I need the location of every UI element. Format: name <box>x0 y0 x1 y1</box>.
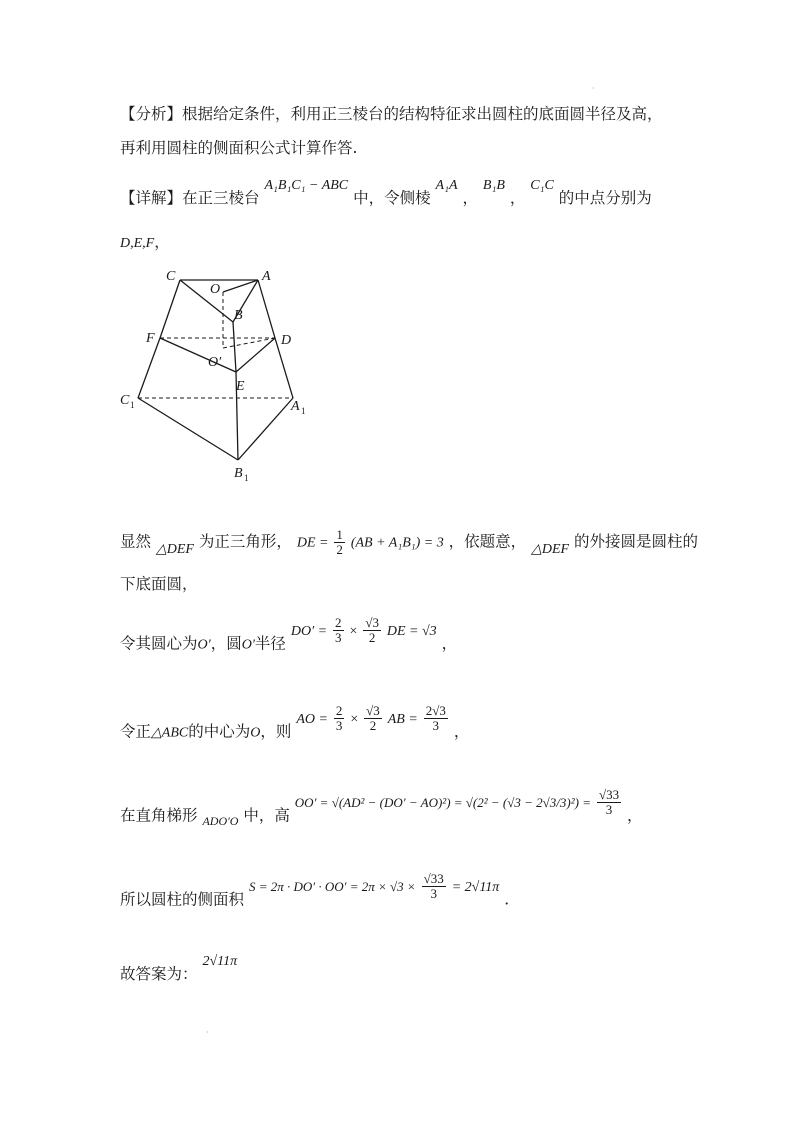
center-o-prime: O′ <box>197 637 211 653</box>
step1-text-5: 下底面圆， <box>120 575 198 593</box>
step1-line-1 <box>120 528 698 557</box>
f2-num-b: √3 <box>366 703 380 718</box>
step3-text-3: ，则 <box>260 722 292 741</box>
f-num-33: √33 <box>598 787 620 802</box>
f-den-3: 3 <box>605 802 613 817</box>
answer-label: 故答案为： <box>120 965 198 983</box>
edge-BE <box>233 322 236 372</box>
frac-sqrt33-3-b <box>422 872 446 901</box>
label-A: A <box>262 269 271 284</box>
detail-line-2 <box>120 230 170 252</box>
label-E: E <box>236 379 245 394</box>
de-eq-left: DE = <box>296 535 329 551</box>
label-O: O <box>210 282 221 297</box>
frac-num: 1 <box>336 527 343 542</box>
f2-den: 2 <box>368 630 376 645</box>
step3-text-2: 的中心为 <box>188 722 251 741</box>
ao-eq: AO = <box>296 711 328 727</box>
f-num-33-b: √33 <box>423 871 444 886</box>
label-F: F <box>146 331 155 346</box>
detail-bracket: 【详解】 <box>120 189 183 207</box>
center-o: O <box>250 725 261 741</box>
label-O-prime: O′ <box>208 355 222 370</box>
frustum-figure <box>110 262 310 492</box>
frac-sqrt3-2-b <box>364 704 382 733</box>
frac-sqrt3-2 <box>363 616 381 645</box>
step1-text-4: 的外接圆是圆柱的 <box>574 532 699 551</box>
circle-o-prime: O′ <box>241 637 255 653</box>
step4-text-1: 在直角梯形 <box>120 806 198 825</box>
midpoints: D,E,F <box>120 236 155 251</box>
f2-num: √3 <box>365 615 379 630</box>
step4-line <box>120 787 643 831</box>
step2-text-3: 半径 <box>254 634 286 653</box>
frac-den: 2 <box>336 542 343 557</box>
label-D: D <box>281 333 292 348</box>
step1-text-1: 显然 <box>120 532 152 551</box>
oo-eq: OO′ = √(AD² − (DO′ − AO)²) = √(2² − (√3 − 2√3/3)²) = <box>294 794 591 810</box>
edge-AD <box>258 280 275 338</box>
frac-2-3-b <box>334 704 345 733</box>
f3-den: 3 <box>432 718 440 733</box>
f1-den-b: 3 <box>335 718 343 733</box>
edge-FE <box>160 338 236 372</box>
detail-text-1: 在正三棱台 <box>182 189 260 207</box>
step1-text-3: ，依题意， <box>448 532 527 551</box>
comma-1: ， <box>462 189 478 207</box>
detail-text-3: 的中点分别为 <box>558 189 652 207</box>
frac-sqrt33-3 <box>597 788 621 817</box>
edge-FC1 <box>138 338 160 398</box>
step2-text-2: ，圆 <box>210 634 242 653</box>
edge-a1a: A₁A <box>435 178 458 193</box>
label-B: B <box>234 308 243 323</box>
f2-den-b: 2 <box>369 718 377 733</box>
label-B1-sub: 1 <box>244 473 249 483</box>
triangle-abc: △ABC <box>151 725 189 741</box>
frac-2sqrt3-3 <box>424 704 448 733</box>
label-C: C <box>166 269 176 284</box>
edge-OA <box>223 280 258 292</box>
do-eq-result: DE = √3 <box>386 623 437 639</box>
trapezoid-name: ADO′O <box>202 813 239 828</box>
triangle-def-2: △DEF <box>531 541 570 557</box>
analysis-bracket: 【分析】 <box>120 105 183 123</box>
step4-end: ， <box>627 806 643 825</box>
label-A1-sub: 1 <box>301 406 306 416</box>
edge-c1c: C₁C <box>530 178 554 193</box>
f3-num: 2√3 <box>425 703 446 718</box>
step5-end: . <box>504 890 510 909</box>
analysis-line-2 <box>120 136 357 158</box>
scan-dot-bottom: · <box>206 1028 209 1037</box>
do-eq: DO′ = <box>290 623 328 639</box>
edge-DE <box>236 338 275 372</box>
ab-eq: AB = <box>387 711 418 727</box>
label-B1: B <box>234 466 243 481</box>
f-den-3-b: 3 <box>430 886 437 901</box>
comma-3: ， <box>154 233 170 251</box>
step3-text-1: 令正 <box>120 722 152 741</box>
comma-2: ， <box>509 189 526 207</box>
f1-den: 3 <box>335 630 342 645</box>
edge-C1B1 <box>138 398 238 460</box>
answer-value: 2√11π <box>202 954 238 969</box>
s-eq: S = 2π · DO′ · OO′ = 2π × √3 × <box>248 878 416 894</box>
analysis-text-1: 根据给定条件，利用正三棱台的结构特征求出圆柱的底面圆半径及高， <box>182 105 663 123</box>
analysis-line-1 <box>120 102 663 124</box>
frac-2-3 <box>333 616 344 645</box>
edge-CF <box>160 280 180 338</box>
step1-line-2 <box>120 572 198 594</box>
detail-text-2: 中，令侧棱 <box>353 189 431 207</box>
step3-end: ， <box>453 722 470 741</box>
times-sign: × <box>349 623 358 639</box>
label-C1-sub: 1 <box>130 400 135 410</box>
detail-line-1 <box>120 178 652 208</box>
edge-A1B1 <box>238 398 293 460</box>
step4-text-2: 中，高 <box>243 806 290 825</box>
edge-CB <box>180 280 233 322</box>
scan-dot-top: · <box>592 84 595 93</box>
step2-line <box>120 615 458 659</box>
times-sign-b: × <box>350 711 359 727</box>
triangle-def: △DEF <box>155 541 194 557</box>
frustum-name: A₁B₁C₁ − ABC <box>264 178 349 193</box>
label-C1: C <box>120 393 130 408</box>
analysis-text-2: 再利用圆柱的侧面积公式计算作答. <box>120 139 358 157</box>
step5-line <box>120 871 510 915</box>
dashed-OD <box>223 338 275 348</box>
f1-num: 2 <box>335 615 342 630</box>
label-A1: A <box>291 399 300 414</box>
edge-b1b: B₁B <box>482 178 505 193</box>
step3-line <box>120 703 470 747</box>
step2-end: ， <box>441 634 458 653</box>
step5-text-1: 所以圆柱的侧面积 <box>120 890 245 909</box>
step1-text-2: 为正三角形， <box>198 532 292 551</box>
de-eq-right: (AB + A₁B₁) = 3 <box>350 535 444 551</box>
frac-half <box>334 528 345 557</box>
answer-line <box>120 954 238 984</box>
s-eq-result: = 2√11π <box>451 879 500 895</box>
step2-text-1: 令其圆心为 <box>120 634 198 653</box>
f1-num-b: 2 <box>335 703 343 718</box>
